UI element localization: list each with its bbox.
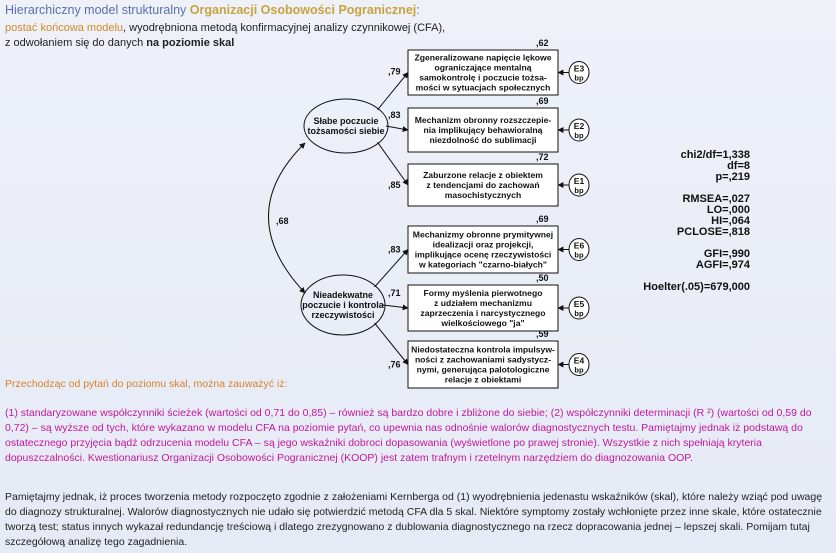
fit-index: Hoelter(.05)=679,000: [643, 281, 750, 293]
path-loading: ,71: [388, 288, 401, 298]
fit-index: RMSEA=,027: [682, 193, 750, 205]
factor-label: Nieadekwatne: [312, 290, 374, 300]
error-label: E2: [573, 121, 585, 131]
error-label: E1: [573, 176, 585, 186]
path-arrow: [378, 73, 409, 110]
scale-label: nia implikujący behawioralną: [423, 125, 543, 135]
correlation-value: ,68: [276, 216, 289, 226]
subtitle-orange: postać końcowa modelu: [5, 22, 124, 34]
error-sublabel: bp: [574, 73, 584, 83]
fit-index: chi2/df=1,338: [680, 149, 750, 161]
r-squared-value: ,59: [536, 329, 549, 339]
scale-label: w kategoriach "czarno-białych": [418, 259, 548, 270]
error-label: E3: [573, 63, 585, 74]
error-label: E6: [573, 240, 585, 251]
path-arrow: [386, 126, 408, 130]
path-arrow: [383, 305, 408, 308]
path-loading: ,83: [388, 244, 401, 255]
fit-index: LO=,000: [706, 204, 750, 216]
fit-index: HI=,064: [711, 215, 750, 227]
fit-index: df=8: [727, 160, 750, 172]
error-label: E4: [573, 355, 585, 366]
scale-label: relacje z obiektami: [444, 374, 522, 385]
r-squared-value: ,50: [536, 273, 549, 283]
scale-label: Formy myślenia pierwotnego: [423, 288, 543, 298]
error-sublabel: bp: [574, 309, 584, 318]
scale-label: wielkościowego "ja": [441, 318, 525, 328]
r-squared-value: ,69: [536, 214, 549, 224]
scale-label: zaprzeczenia i narcystycznego: [420, 308, 546, 318]
scale-label: implikujące ocenę rzeczywistości: [414, 249, 552, 260]
scale-label: z tendencjami do zachowań: [426, 180, 540, 190]
factor-label: poczucie i kontrola: [302, 300, 384, 310]
scale-label: Niedostateczna kontrola impulsyw-: [411, 344, 555, 355]
r-squared-value: ,62: [536, 38, 549, 48]
path-arrow: [375, 323, 409, 365]
scale-label: masochistycznych: [444, 190, 522, 200]
closing-text: Pamiętajmy jednak, iż proces tworzenia metody rozpoczęto zgodnie z założeniami Kernberga od (1) wyodrębnienia jedenastu wskaźników (skal), które należy wziąć pod uwagę do diagnozy strukturalnej. Walorów diagnostycznych nie udało się potwierdzić metodą CFA dla 5 skal. Niektóre symptomy zostały wchłonięte przez inne skale, które ostatecznie tworzą test; status innych wykazał redundancję treściową i dlatego zrezygnowano z dublowania diagnostycznego na rzecz dopracowania jednej – lepszej skali. Pomijam tutaj szczegółową analizę tego zagadnienia.: [5, 491, 823, 548]
scale-label: samokontrolę i poczucie tożsa-: [419, 72, 547, 83]
factor-label: rzeczywistości: [311, 310, 375, 320]
scale-label: Zaburzone relacje z obiektem: [423, 170, 543, 180]
subtitle-bold: na poziomie skal: [146, 37, 235, 49]
path-loading: ,76: [388, 359, 401, 370]
scale-label: idealizacji oraz projekcji,: [432, 239, 534, 250]
factor-label: Słabe poczucie: [313, 116, 379, 126]
r-squared-value: ,69: [536, 96, 549, 106]
error-sublabel: bp: [574, 250, 584, 260]
path-arrow: [378, 142, 409, 185]
scale-label: nymi, generująca palotologiczne: [416, 364, 550, 375]
scale-label: ności z zachowaniami sadystycz-: [414, 354, 552, 365]
fit-index: AGFI=,974: [695, 259, 750, 271]
fit-index: PCLOSE=,818: [676, 226, 750, 238]
path-loading: ,79: [388, 66, 401, 77]
scale-label: ograniczające mentalną: [434, 62, 532, 73]
subtitle: postać końcowa modelu, wyodrębniona metodą konfirmacyjnej analizy czynnikowej (CFA), z odwołaniem się do danych na poziomie skal: [5, 22, 446, 49]
path-loading: ,83: [388, 110, 401, 120]
title-highlight: Organizacji Osobowości Pogranicznej: [189, 3, 417, 17]
factor-label: tożsamości siebie: [307, 126, 385, 136]
error-sublabel: bp: [574, 131, 584, 140]
r-squared-value: ,72: [536, 152, 549, 162]
error-sublabel: bp: [574, 186, 584, 195]
path-arrow: [375, 250, 409, 288]
intro-text: Przechodząc od pytań do poziomu skal, można zauważyć iż:: [5, 378, 288, 390]
scale-label: Zgeneralizowane napięcie lękowe: [414, 52, 552, 63]
scale-label: Mechanizmy obronne prymitywnej: [412, 229, 554, 240]
fit-indices: [643, 150, 750, 293]
fit-index: p=,219: [715, 171, 750, 183]
findings-text: (1) standaryzowane współczynniki ścieżek (wartości od 0,71 do 0,85) – również są bardzo dobre i zbliżone do siebie; (2) współczynniki determinacji (R ²) (wartości od 0,59 do 0,72) – są wyższe od tych, które wykazano w modelu CFA na poziomie pytań, co upewnia nas odnośnie walorów diagnostycznych testu. Pamiętajmy jednak iż podstawą do ostatecznego przyjęcia bądź odrzucenia modelu CFA – są jego wskaźniki dobroci dopasowania (wyświetlone po prawej stronie). Wszystkie z nich spełniają kryteria dopuszczalności. Kwestionariusz Organizacji Osobowości Pogranicznej (KOOP) jest zatem trafnym i rzetelnym narzędziem do diagnozowania OOP.: [5, 407, 812, 464]
error-sublabel: bp: [574, 365, 584, 375]
fit-index: GFI=,990: [703, 248, 750, 260]
page-title: Hierarchiczny model strukturalny Organizacji Osobowości Pogranicznej:: [5, 3, 420, 17]
scale-label: mości w sytuacjach społecznych: [415, 82, 551, 93]
scale-label: Mechanizm obronny rozszczepie-: [414, 115, 552, 125]
scale-label: niezdolność do sublimacji: [429, 135, 537, 145]
scale-label: z udziałem mechanizmu: [434, 298, 532, 308]
path-loading: ,85: [388, 180, 401, 190]
error-label: E5: [573, 299, 585, 309]
